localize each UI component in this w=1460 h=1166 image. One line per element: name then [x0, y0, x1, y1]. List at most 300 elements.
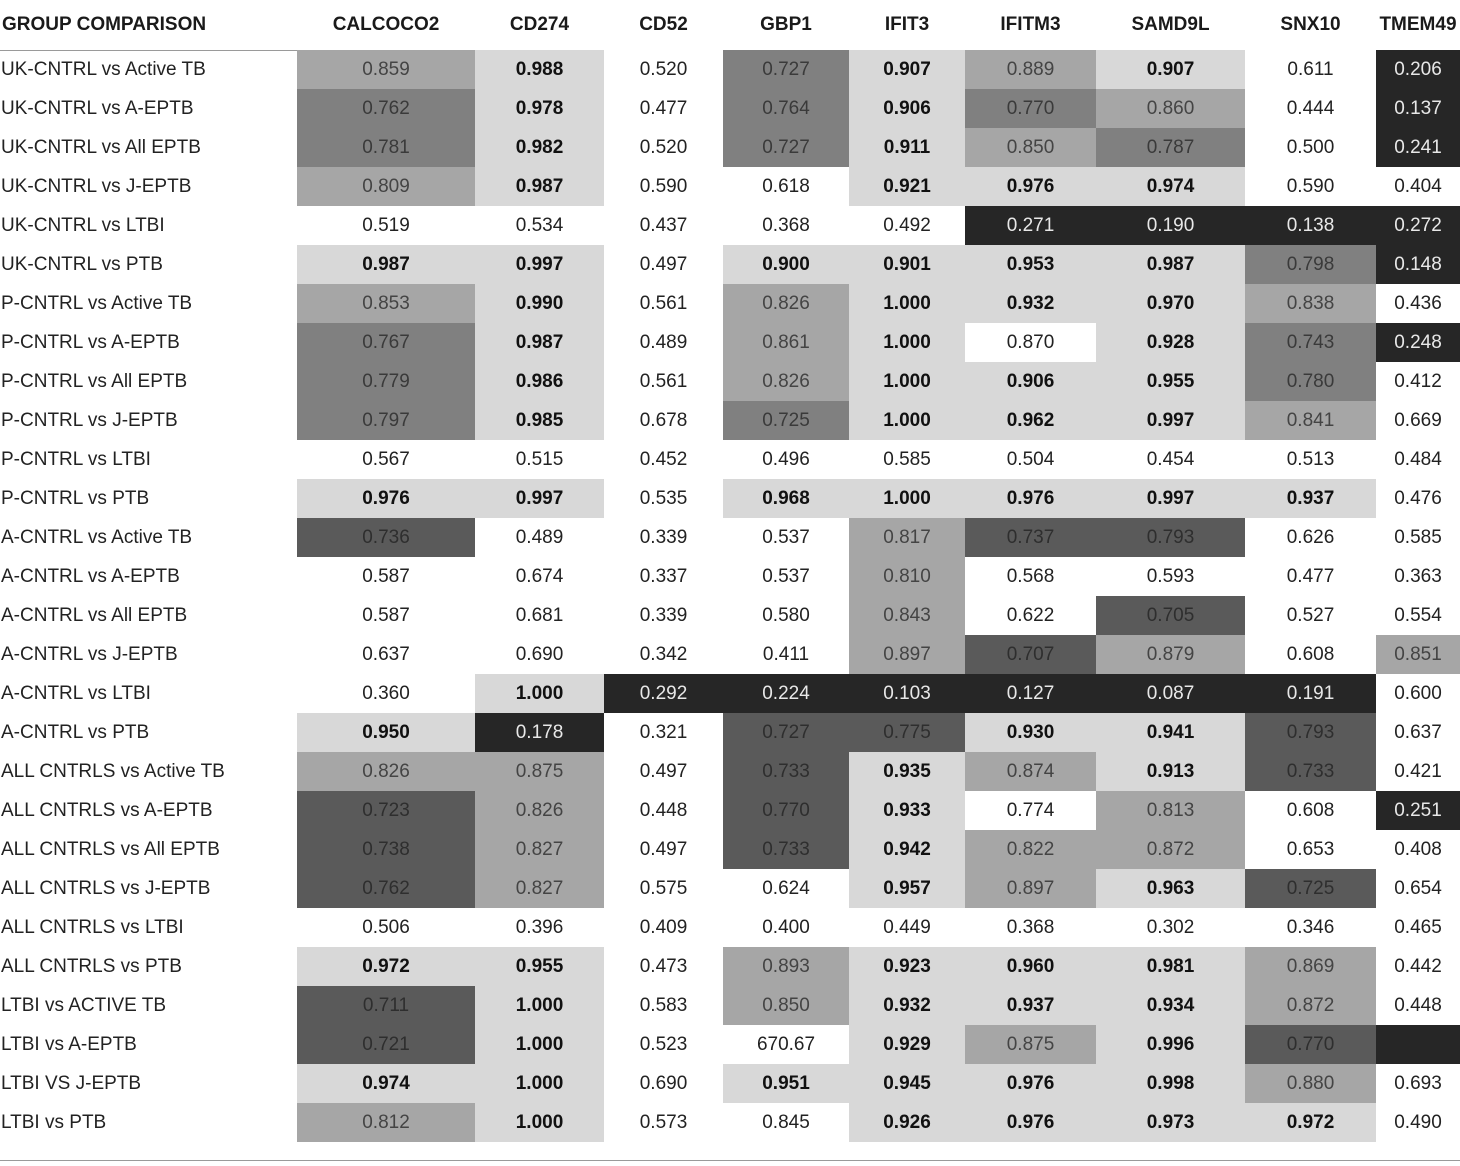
table-row — [0, 362, 1460, 401]
table-row — [0, 674, 1460, 713]
table-cell: 0.561 — [604, 362, 723, 401]
table-cell: 0.907 — [849, 50, 965, 89]
table-cell: 0.987 — [475, 167, 604, 206]
table-cell: 0.727 — [723, 50, 849, 89]
table-cell: 0.981 — [1096, 947, 1245, 986]
table-row — [0, 440, 1460, 479]
table-cell: 0.575 — [604, 869, 723, 908]
table-cell: 0.520 — [604, 128, 723, 167]
table-row — [0, 245, 1460, 284]
table-cell: 0.653 — [1245, 830, 1376, 869]
table-row — [0, 518, 1460, 557]
table-cell: 0.554 — [1376, 596, 1460, 635]
table-cell: 0.860 — [1096, 89, 1245, 128]
table-cell: 0.669 — [1376, 401, 1460, 440]
table-cell: 0.368 — [723, 206, 849, 245]
table-cell: 0.737 — [965, 518, 1096, 557]
table-cell: 0.400 — [723, 908, 849, 947]
table-cell: 0.600 — [1376, 674, 1460, 713]
table-cell: 0.972 — [297, 947, 475, 986]
table-cell: 0.585 — [1376, 518, 1460, 557]
column-header-cd274: CD274 — [509, 14, 570, 35]
table-cell: 0.880 — [1245, 1064, 1376, 1103]
table-cell: 0.637 — [297, 635, 475, 674]
table-cell: 0.339 — [604, 596, 723, 635]
table-cell: 1.000 — [849, 284, 965, 323]
table-cell: 0.826 — [475, 791, 604, 830]
table-cell: 0.850 — [723, 986, 849, 1025]
row-label: UK-CNTRL vs LTBI — [1, 214, 165, 236]
table-cell: 0.437 — [604, 206, 723, 245]
table-cell: 0.826 — [723, 284, 849, 323]
table-cell: 0.985 — [475, 401, 604, 440]
table-cell: 0.590 — [1245, 167, 1376, 206]
table-cell: 0.929 — [849, 1025, 965, 1064]
table-cell: 0.674 — [475, 557, 604, 596]
table-cell: 1.000 — [475, 1064, 604, 1103]
row-label: P-CNTRL vs A-EPTB — [1, 331, 180, 353]
table-cell: 0.893 — [723, 947, 849, 986]
table-cell: 0.444 — [1245, 89, 1376, 128]
table-cell: 1.000 — [475, 674, 604, 713]
table-cell: 0.897 — [965, 869, 1096, 908]
table-cell: 0.928 — [1096, 323, 1245, 362]
table-cell: 0.148 — [1376, 245, 1460, 284]
table-cell: 0.489 — [604, 323, 723, 362]
table-cell: 0.241 — [1376, 128, 1460, 167]
table-cell: 0.705 — [1096, 596, 1245, 635]
table-cell: 0.963 — [1096, 869, 1245, 908]
table-cell: 0.987 — [475, 323, 604, 362]
table-cell: 0.723 — [297, 791, 475, 830]
table-cell: 0.302 — [1096, 908, 1245, 947]
table-cell: 0.272 — [1376, 206, 1460, 245]
table-row — [0, 284, 1460, 323]
table-cell: 0.853 — [297, 284, 475, 323]
bottom-rule — [0, 1160, 1460, 1161]
table-cell: 0.932 — [965, 284, 1096, 323]
table-cell: 0.973 — [1096, 1103, 1245, 1142]
row-label: ALL CNTRLS vs All EPTB — [1, 838, 220, 860]
row-label: ALL CNTRLS vs J-EPTB — [1, 877, 211, 899]
table-row — [0, 89, 1460, 128]
table-cell: 0.127 — [965, 674, 1096, 713]
row-label: A-CNTRL vs PTB — [1, 721, 150, 743]
table-cell: 0.448 — [1376, 986, 1460, 1025]
column-header-tmem49: TMEM49 — [1379, 14, 1457, 35]
table-cell: 0.346 — [1245, 908, 1376, 947]
table-cell: 0.622 — [965, 596, 1096, 635]
table-cell: 0.271 — [965, 206, 1096, 245]
table-cell: 0.982 — [475, 128, 604, 167]
table-cell: 0.926 — [849, 1103, 965, 1142]
table-cell: 0.587 — [297, 596, 475, 635]
row-label: LTBI vs A-EPTB — [1, 1033, 137, 1055]
table-cell: 0.497 — [604, 752, 723, 791]
table-cell: 0.519 — [297, 206, 475, 245]
table-cell: 0.138 — [1245, 206, 1376, 245]
table-row — [0, 830, 1460, 869]
table-cell: 0.411 — [723, 635, 849, 674]
row-label: UK-CNTRL vs Active TB — [1, 58, 206, 80]
table-cell: 0.780 — [1245, 362, 1376, 401]
column-header-ifitm3: IFITM3 — [1000, 14, 1061, 35]
table-cell: 0.496 — [723, 440, 849, 479]
table-cell: 0.590 — [604, 167, 723, 206]
table-cell: 0.941 — [1096, 713, 1245, 752]
column-header-samd9l: SAMD9L — [1131, 14, 1210, 35]
table-cell: 0.841 — [1245, 401, 1376, 440]
row-label: P-CNTRL vs Active TB — [1, 292, 193, 314]
table-row — [0, 50, 1460, 89]
table-cell: 0.762 — [297, 89, 475, 128]
table-cell: 0.363 — [1376, 557, 1460, 596]
table-cell: 0.292 — [604, 674, 723, 713]
table-cell: 0.408 — [1376, 830, 1460, 869]
table-cell: 1.000 — [475, 1025, 604, 1064]
table-cell: 0.690 — [475, 635, 604, 674]
table-cell: 0.513 — [1245, 440, 1376, 479]
table-cell: 0.810 — [849, 557, 965, 596]
table-cell: 0.593 — [1096, 557, 1245, 596]
column-header-calcoco2: CALCOCO2 — [332, 14, 440, 35]
table-cell: 0.976 — [965, 1064, 1096, 1103]
table-row — [0, 986, 1460, 1025]
table-cell: 0.870 — [965, 323, 1096, 362]
table-cell: 0.360 — [297, 674, 475, 713]
table-cell: 1.000 — [849, 362, 965, 401]
table-cell: 0.955 — [475, 947, 604, 986]
table-cell: 0.962 — [965, 401, 1096, 440]
row-label: LTBI vs ACTIVE TB — [1, 994, 167, 1016]
table-row — [0, 791, 1460, 830]
table-cell: 0.923 — [849, 947, 965, 986]
table-row — [0, 752, 1460, 791]
table-cell: 0.897 — [849, 635, 965, 674]
table-cell: 0.248 — [1376, 323, 1460, 362]
table-cell: 0.774 — [965, 791, 1096, 830]
table-cell: 0.515 — [475, 440, 604, 479]
table-row — [0, 635, 1460, 674]
column-header-group-comparison: GROUP COMPARISON — [2, 14, 207, 35]
table-cell: 0.787 — [1096, 128, 1245, 167]
row-label: P-CNTRL vs J-EPTB — [1, 409, 178, 431]
table-cell: 0.251 — [1376, 791, 1460, 830]
table-cell: 1.000 — [475, 1103, 604, 1142]
row-label: A-CNTRL vs J-EPTB — [1, 643, 178, 665]
table-cell: 0.775 — [849, 713, 965, 752]
table-cell: 0.906 — [965, 362, 1096, 401]
table-cell: 0.733 — [723, 830, 849, 869]
table-cell: 0.859 — [297, 50, 475, 89]
table-cell: 0.583 — [604, 986, 723, 1025]
table-cell: 0.442 — [1376, 947, 1460, 986]
table-cell: 0.587 — [297, 557, 475, 596]
table-cell: 0.906 — [849, 89, 965, 128]
table-cell: 0.624 — [723, 869, 849, 908]
table-cell: 0.987 — [297, 245, 475, 284]
table-cell: 0.997 — [1096, 479, 1245, 518]
table-cell: 0.932 — [849, 986, 965, 1025]
table-cell — [1376, 1025, 1460, 1064]
table-cell: 0.103 — [849, 674, 965, 713]
table-cell: 0.611 — [1245, 50, 1376, 89]
table-cell: 1.000 — [475, 986, 604, 1025]
table-cell: 0.477 — [604, 89, 723, 128]
table-cell: 0.711 — [297, 986, 475, 1025]
table-cell: 0.342 — [604, 635, 723, 674]
table-cell: 0.937 — [965, 986, 1096, 1025]
table-cell: 0.976 — [965, 1103, 1096, 1142]
table-cell: 0.476 — [1376, 479, 1460, 518]
table-cell: 0.707 — [965, 635, 1096, 674]
table-cell: 0.986 — [475, 362, 604, 401]
table-cell: 0.930 — [965, 713, 1096, 752]
table-cell: 0.764 — [723, 89, 849, 128]
table-cell: 0.404 — [1376, 167, 1460, 206]
table-cell: 0.190 — [1096, 206, 1245, 245]
table-cell: 0.974 — [1096, 167, 1245, 206]
table-cell: 0.500 — [1245, 128, 1376, 167]
row-label: A-CNTRL vs LTBI — [1, 682, 151, 704]
table-cell: 0.608 — [1245, 635, 1376, 674]
table-cell: 0.827 — [475, 869, 604, 908]
table-cell: 0.412 — [1376, 362, 1460, 401]
table-cell: 0.827 — [475, 830, 604, 869]
table-cell: 0.911 — [849, 128, 965, 167]
table-cell: 0.843 — [849, 596, 965, 635]
table-cell: 0.996 — [1096, 1025, 1245, 1064]
table-cell: 0.900 — [723, 245, 849, 284]
table-row — [0, 128, 1460, 167]
table-cell: 0.942 — [849, 830, 965, 869]
table-row — [0, 323, 1460, 362]
table-cell: 0.779 — [297, 362, 475, 401]
row-label: ALL CNTRLS vs LTBI — [1, 916, 184, 938]
table-cell: 0.851 — [1376, 635, 1460, 674]
table-cell: 0.937 — [1245, 479, 1376, 518]
table-cell: 0.637 — [1376, 713, 1460, 752]
table-row — [0, 947, 1460, 986]
table-cell: 0.580 — [723, 596, 849, 635]
table-cell: 0.935 — [849, 752, 965, 791]
table-cell: 0.951 — [723, 1064, 849, 1103]
table-cell: 0.721 — [297, 1025, 475, 1064]
row-label: ALL CNTRLS vs PTB — [1, 955, 182, 977]
table-cell: 0.770 — [965, 89, 1096, 128]
table-cell: 0.465 — [1376, 908, 1460, 947]
table-cell: 0.452 — [604, 440, 723, 479]
table-cell: 0.957 — [849, 869, 965, 908]
table-cell: 0.573 — [604, 1103, 723, 1142]
column-header-gbp1: GBP1 — [760, 14, 812, 35]
table-cell: 0.534 — [475, 206, 604, 245]
table-cell: 0.997 — [475, 245, 604, 284]
table-row — [0, 479, 1460, 518]
table-cell: 0.953 — [965, 245, 1096, 284]
table-cell: 0.889 — [965, 50, 1096, 89]
table-cell: 0.875 — [475, 752, 604, 791]
row-label: P-CNTRL vs PTB — [1, 487, 150, 509]
table-cell: 0.798 — [1245, 245, 1376, 284]
table-cell: 0.527 — [1245, 596, 1376, 635]
table-cell: 0.987 — [1096, 245, 1245, 284]
table-cell: 0.654 — [1376, 869, 1460, 908]
table-cell: 0.678 — [604, 401, 723, 440]
table-cell: 0.998 — [1096, 1064, 1245, 1103]
table-cell: 0.535 — [604, 479, 723, 518]
table-cell: 0.793 — [1245, 713, 1376, 752]
row-label: UK-CNTRL vs PTB — [1, 253, 163, 275]
table-cell: 0.681 — [475, 596, 604, 635]
table-cell: 0.567 — [297, 440, 475, 479]
table-cell: 0.490 — [1376, 1103, 1460, 1142]
table-cell: 0.861 — [723, 323, 849, 362]
table-row — [0, 908, 1460, 947]
table-cell: 0.206 — [1376, 50, 1460, 89]
table-cell: 0.409 — [604, 908, 723, 947]
table-cell: 0.869 — [1245, 947, 1376, 986]
table-cell: 0.733 — [723, 752, 849, 791]
table-cell: 0.454 — [1096, 440, 1245, 479]
table-cell: 0.506 — [297, 908, 475, 947]
table-cell: 0.907 — [1096, 50, 1245, 89]
row-label: UK-CNTRL vs A-EPTB — [1, 97, 194, 119]
row-label: A-CNTRL vs A-EPTB — [1, 565, 180, 587]
row-label: ALL CNTRLS vs Active TB — [1, 760, 225, 782]
table-cell: 0.087 — [1096, 674, 1245, 713]
table-cell: 0.875 — [965, 1025, 1096, 1064]
row-label: LTBI vs PTB — [1, 1111, 107, 1133]
table-cell: 0.874 — [965, 752, 1096, 791]
table-cell: 0.561 — [604, 284, 723, 323]
table-cell: 0.339 — [604, 518, 723, 557]
table-cell: 0.727 — [723, 713, 849, 752]
table-cell: 0.743 — [1245, 323, 1376, 362]
row-label: P-CNTRL vs LTBI — [1, 448, 151, 470]
table-cell: 0.178 — [475, 713, 604, 752]
table-cell: 0.520 — [604, 50, 723, 89]
table-cell: 1.000 — [849, 323, 965, 362]
column-header-cd52: CD52 — [639, 14, 688, 35]
table-cell: 0.826 — [297, 752, 475, 791]
table-cell: 0.997 — [475, 479, 604, 518]
table-cell: 0.421 — [1376, 752, 1460, 791]
table-cell: 0.972 — [1245, 1103, 1376, 1142]
table-cell: 0.733 — [1245, 752, 1376, 791]
table-row — [0, 167, 1460, 206]
table-cell: 0.690 — [604, 1064, 723, 1103]
table-cell: 0.872 — [1245, 986, 1376, 1025]
table-cell: 670.67 — [723, 1025, 849, 1064]
table-cell: 0.838 — [1245, 284, 1376, 323]
table-cell: 0.477 — [1245, 557, 1376, 596]
table-cell: 0.473 — [604, 947, 723, 986]
table-row — [0, 1025, 1460, 1064]
table-cell: 0.770 — [723, 791, 849, 830]
table-cell: 0.537 — [723, 518, 849, 557]
table-cell: 0.978 — [475, 89, 604, 128]
table-cell: 0.955 — [1096, 362, 1245, 401]
table-cell: 0.321 — [604, 713, 723, 752]
table-cell: 0.872 — [1096, 830, 1245, 869]
table-cell: 0.504 — [965, 440, 1096, 479]
table-cell: 0.845 — [723, 1103, 849, 1142]
table-cell: 0.960 — [965, 947, 1096, 986]
table-cell: 1.000 — [849, 401, 965, 440]
table-cell: 0.224 — [723, 674, 849, 713]
table-cell: 0.725 — [723, 401, 849, 440]
table-cell: 0.850 — [965, 128, 1096, 167]
table-cell: 0.970 — [1096, 284, 1245, 323]
row-label: A-CNTRL vs Active TB — [1, 526, 193, 548]
table-cell: 0.879 — [1096, 635, 1245, 674]
table-cell: 0.933 — [849, 791, 965, 830]
table-cell: 0.976 — [965, 167, 1096, 206]
table-cell: 0.934 — [1096, 986, 1245, 1025]
table-cell: 0.817 — [849, 518, 965, 557]
table-cell: 0.497 — [604, 830, 723, 869]
table-cell: 0.568 — [965, 557, 1096, 596]
table-cell: 0.626 — [1245, 518, 1376, 557]
table-row — [0, 596, 1460, 635]
table-row — [0, 713, 1460, 752]
table-cell: 0.990 — [475, 284, 604, 323]
table-cell: 0.809 — [297, 167, 475, 206]
header-row — [0, 0, 1460, 50]
table-cell: 0.137 — [1376, 89, 1460, 128]
table-cell: 0.976 — [965, 479, 1096, 518]
table-cell: 0.921 — [849, 167, 965, 206]
table-cell: 0.191 — [1245, 674, 1376, 713]
table-cell: 0.436 — [1376, 284, 1460, 323]
table-cell: 0.767 — [297, 323, 475, 362]
table-cell: 0.725 — [1245, 869, 1376, 908]
table-cell: 0.988 — [475, 50, 604, 89]
table-cell: 0.826 — [723, 362, 849, 401]
row-label: ALL CNTRLS vs A-EPTB — [1, 799, 213, 821]
table-cell: 0.770 — [1245, 1025, 1376, 1064]
table-cell: 0.523 — [604, 1025, 723, 1064]
table-cell: 0.608 — [1245, 791, 1376, 830]
table-row — [0, 1064, 1460, 1103]
table-cell: 0.727 — [723, 128, 849, 167]
table-cell: 0.968 — [723, 479, 849, 518]
table-cell: 0.997 — [1096, 401, 1245, 440]
table-cell: 0.945 — [849, 1064, 965, 1103]
table-cell: 0.913 — [1096, 752, 1245, 791]
table-cell: 0.813 — [1096, 791, 1245, 830]
table-cell: 0.762 — [297, 869, 475, 908]
table-body — [0, 50, 1460, 1142]
table-row — [0, 401, 1460, 440]
table-cell: 0.497 — [604, 245, 723, 284]
table-cell: 0.736 — [297, 518, 475, 557]
row-label: UK-CNTRL vs All EPTB — [1, 136, 201, 158]
table-cell: 0.693 — [1376, 1064, 1460, 1103]
table-cell: 0.738 — [297, 830, 475, 869]
table-row — [0, 869, 1460, 908]
table-cell: 0.781 — [297, 128, 475, 167]
table-cell: 0.537 — [723, 557, 849, 596]
table-cell: 0.793 — [1096, 518, 1245, 557]
row-label: P-CNTRL vs All EPTB — [1, 370, 188, 392]
row-label: LTBI VS J-EPTB — [1, 1072, 142, 1094]
table-cell: 0.822 — [965, 830, 1096, 869]
table-cell: 0.812 — [297, 1103, 475, 1142]
column-header-ifit3: IFIT3 — [884, 14, 930, 35]
column-header-snx10: SNX10 — [1280, 14, 1341, 35]
